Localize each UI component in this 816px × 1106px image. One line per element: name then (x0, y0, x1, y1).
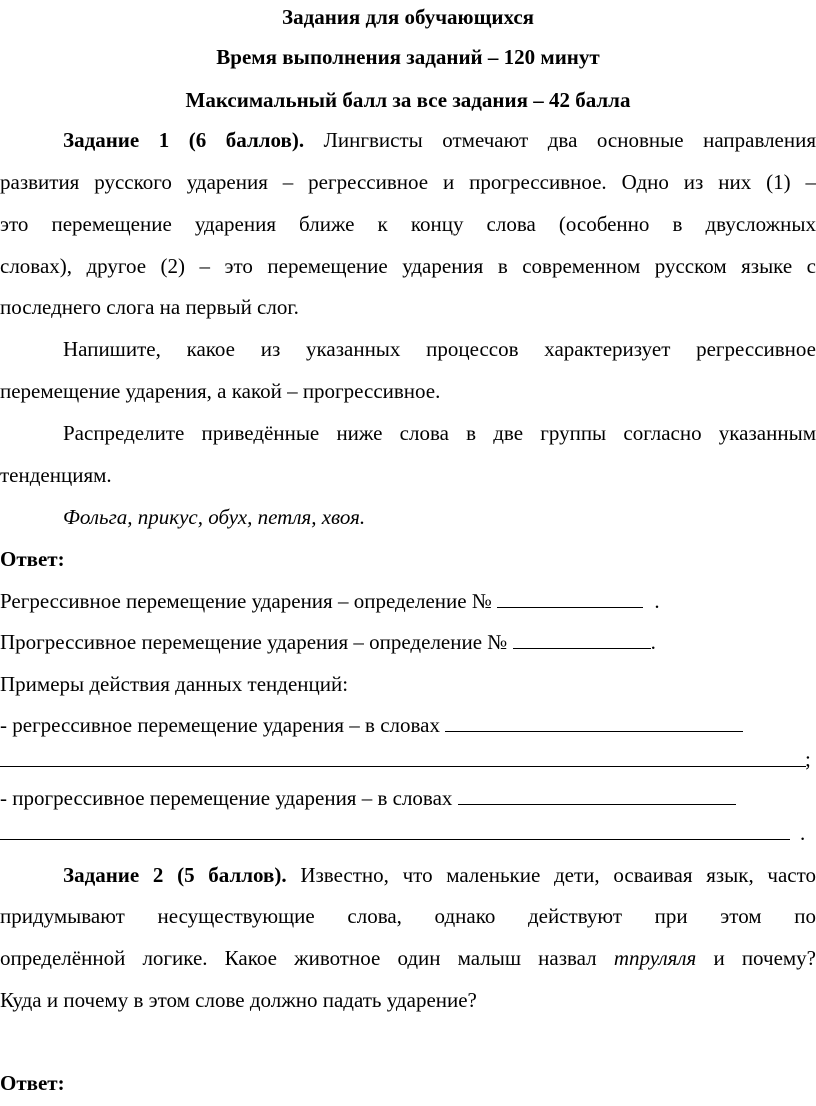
task2-answer-label: Ответ: (0, 1071, 65, 1095)
progressive-examples-blank-line2[interactable] (0, 839, 790, 840)
task1-paragraph1-line5: последнего слога на первый слог. (0, 295, 299, 319)
task2-line3-pre: определённой логике. Какое животное один малыш назвал (0, 946, 597, 970)
task1-paragraph1-line4: словах), другое (2) – это перемещение ударения в современном русском языке с (0, 254, 816, 278)
semicolon: ; (805, 747, 811, 771)
task1-paragraph1-line3: это перемещение ударения ближе к концу слова (особенно в двусложных (0, 212, 816, 236)
regressive-examples-blank-line2[interactable] (0, 766, 806, 767)
task2-label: Задание 2 (5 баллов). (63, 863, 287, 887)
task2-line3-post: и почему? (713, 946, 816, 970)
task1-answer-label: Ответ: (0, 547, 65, 571)
progressive-examples-line (0, 783, 816, 813)
answer-progressive-definition (0, 627, 816, 657)
answer-period: . (650, 630, 656, 654)
task2-line3 (0, 943, 816, 973)
task2-word: тпруляля (613, 946, 697, 970)
task1-words: Фольга, прикус, обух, петля, хвоя. (63, 505, 366, 529)
max-score: Максимальный балл за все задания – 42 балла (185, 88, 631, 112)
task2-line4: Куда и почему в этом слове должно падать ударение? (0, 988, 477, 1012)
answer-progressive-definition-text: Прогрессивное перемещение ударения – определение № (0, 630, 508, 654)
page-title: Задания для обучающихся (281, 5, 535, 29)
task1-paragraph2-line1: Напишите, какое из указанных процессов характеризует регрессивное (63, 337, 816, 361)
task1-paragraph2-line2: перемещение ударения, а какой – прогрессивное. (0, 379, 441, 403)
regressive-examples-text: - регрессивное перемещение ударения – в словах (0, 713, 440, 737)
progressive-examples-text: - прогрессивное перемещение ударения – в словах (0, 786, 453, 810)
answer-period: . (654, 589, 660, 613)
progressive-examples-blank[interactable] (458, 784, 736, 805)
progressive-definition-blank[interactable] (513, 628, 651, 649)
final-period: . (800, 821, 806, 845)
task1-paragraph1-line1 (0, 125, 816, 155)
task1-label: Задание 1 (6 баллов). (63, 128, 305, 152)
task1-paragraph1-line2: развития русского ударения – регрессивное и прогрессивное. Одно из них (1) – (0, 170, 816, 194)
task2-line1 (0, 860, 816, 890)
regressive-examples-blank[interactable] (445, 711, 743, 732)
task2-line2: придумывают несуществующие слова, однако действуют при этом по (0, 904, 816, 928)
regressive-definition-blank[interactable] (497, 587, 643, 608)
task1-text: Лингвисты отмечают два основные направления (323, 128, 816, 152)
answer-regressive-definition (0, 586, 816, 616)
answer-regressive-definition-text: Регрессивное перемещение ударения – определение № (0, 589, 492, 613)
task2-text: Известно, что маленькие дети, осваивая язык, часто (300, 863, 816, 887)
task1-paragraph3-line2: тенденциям. (0, 463, 112, 487)
regressive-examples-line (0, 710, 816, 740)
task1-paragraph3-line1: Распределите приведённые ниже слова в две группы согласно указанным (63, 421, 816, 445)
time-limit: Время выполнения заданий – 120 минут (216, 45, 600, 69)
examples-heading: Примеры действия данных тенденций: (0, 672, 349, 696)
